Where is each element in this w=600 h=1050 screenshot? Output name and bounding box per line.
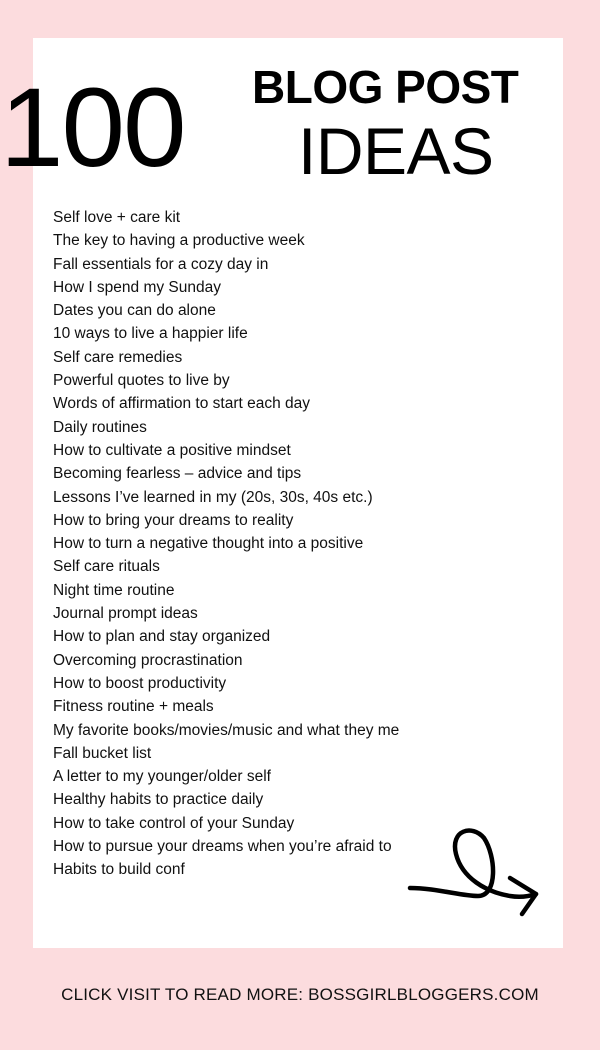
list-item: How to take control of your Sunday [53,814,295,832]
list-item: My favorite books/movies/music and what they me [53,721,400,739]
list-item: 10 ways to live a happier life [53,325,248,343]
list-item: Journal prompt ideas [53,605,198,623]
list-item: Becoming fearless – advice and tips [53,465,302,483]
hand-drawn-loop-arrow-icon [406,826,540,921]
list-item: Fall essentials for a cozy day in [53,255,269,273]
idea-list [53,206,399,882]
list-item: How I spend my Sunday [53,278,222,296]
list-item: Healthy habits to practice daily [53,791,264,809]
list-item: How to pursue your dreams when you’re afraid to [53,838,392,856]
list-item: Overcoming procrastination [53,651,243,669]
list-item: Powerful quotes to live by [53,372,230,390]
list-item: How to plan and stay organized [53,628,271,646]
list-item: Words of affirmation to start each day [53,395,311,413]
list-item: How to turn a negative thought into a positive [53,535,364,553]
list-item: Habits to build conf [53,861,185,879]
list-item: How to cultivate a positive mindset [53,441,291,459]
list-item: Fitness routine + meals [53,698,214,716]
list-item: Daily routines [53,418,147,436]
list-item: Self care remedies [53,348,183,366]
headline-number: 100 [0,65,185,190]
list-item: Self care rituals [53,558,160,576]
footer-call-to-action: CLICK VISIT TO READ MORE: BOSSGIRLBLOGGERS.COM [61,985,539,1004]
list-item: How to bring your dreams to reality [53,511,294,529]
list-item: Fall bucket list [53,744,152,762]
list-item: Night time routine [53,581,175,599]
headline-title-bold: BLOG POST [252,61,519,113]
list-item: Self love + care kit [53,209,181,226]
list-item: Lessons I’ve learned in my (20s, 30s, 40s etc.) [53,488,373,506]
list-item: How to boost productivity [53,674,227,692]
list-item: The key to having a productive week [53,232,305,250]
list-item: Dates you can do alone [53,302,216,320]
list-item: A letter to my younger/older self [53,768,271,786]
headline-title-light: IDEAS [298,114,494,188]
